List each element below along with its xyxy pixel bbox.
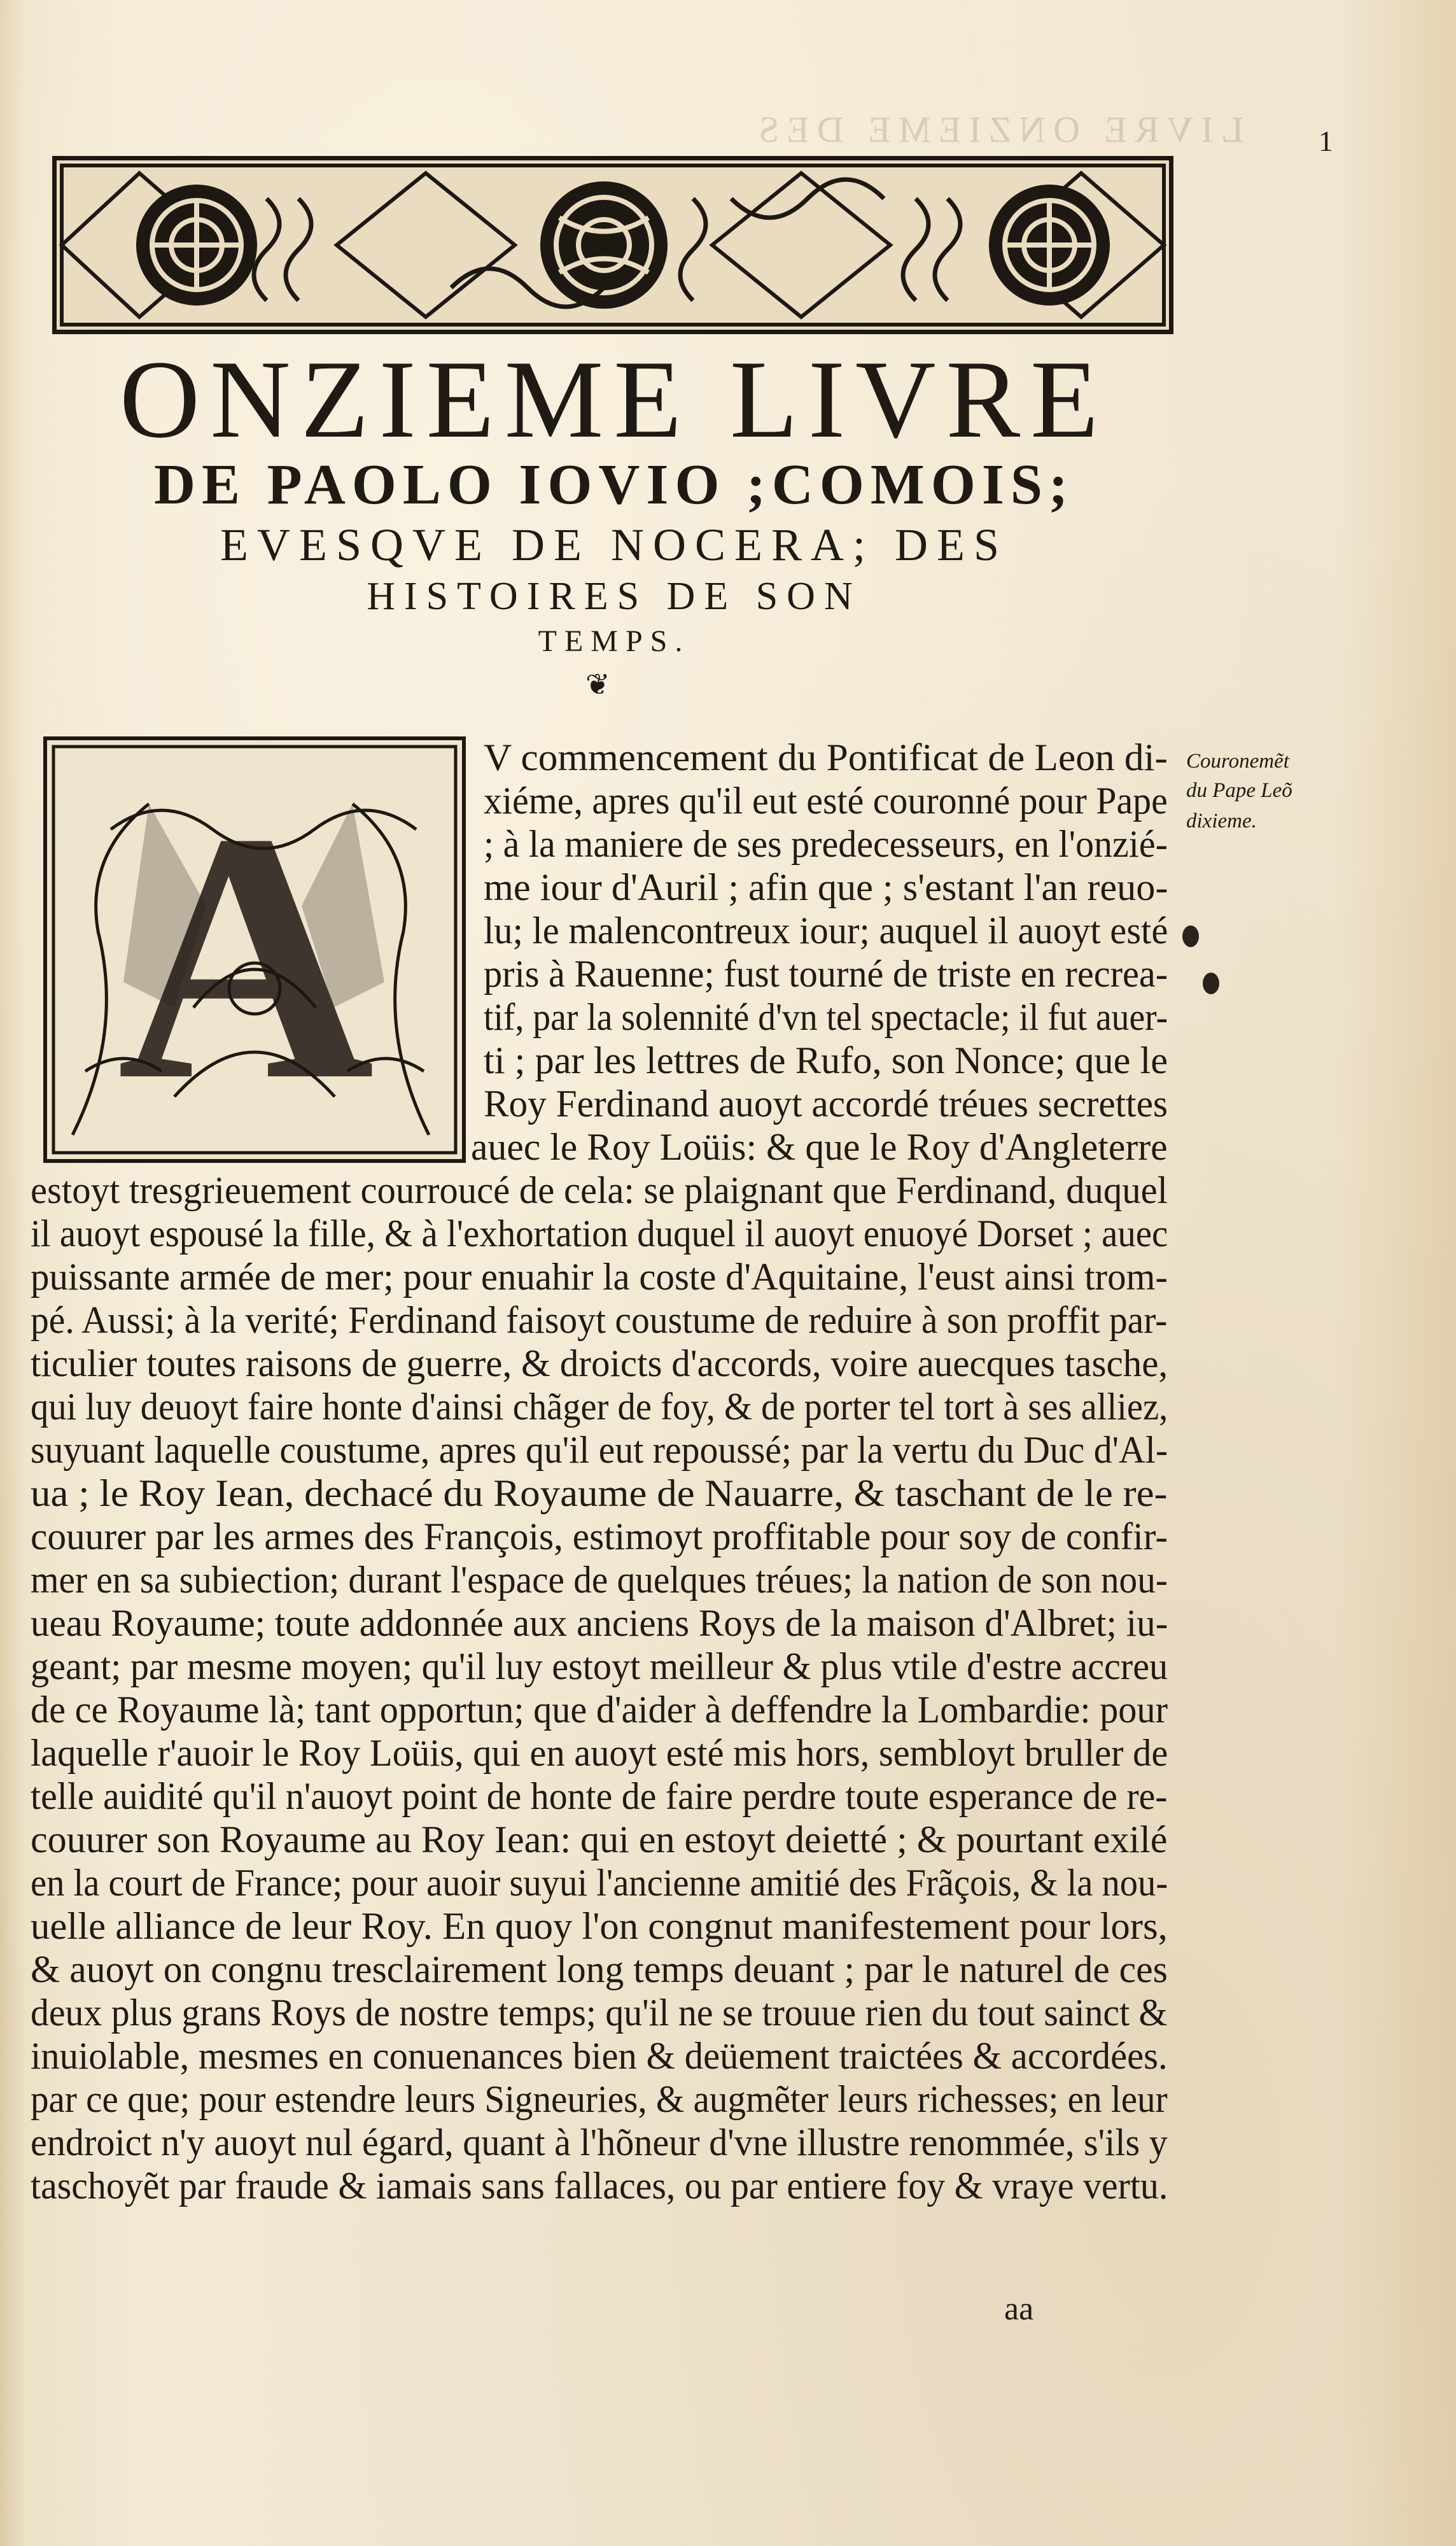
text-line: telle auidité qu'il n'auoyt point de honte de faire perdre toute esperance de re- [31, 1775, 1168, 1817]
text-line: ueau Royaume; toute addonnée aux anciens Roys de la maison d'Albret; iu- [31, 1602, 1168, 1644]
ink-blot [1182, 925, 1199, 947]
text-line: par ce que; pour estendre leurs Signeuries, & augmẽter leurs richesses; en leur [31, 2078, 1168, 2120]
text-line: endroict n'y auoyt nul égard, quant à l'hõneur d'vne illustre renommée, s'ils y [31, 2121, 1168, 2163]
text-line: pé. Aussi; à la verité; Ferdinand faisoyt coustume de reduire à son proffit par- [31, 1299, 1168, 1341]
text-line: V commencement du Pontificat de Leon di- [484, 736, 1168, 778]
text-line: mer en sa subiection; durant l'espace de quelques tréues; la nation de son nou- [31, 1559, 1168, 1601]
chapter-subtitle-line-2: EVESQVE DE NOCERA; DES [220, 519, 1008, 570]
text-line: auec le Roy Loüis: & que le Roy d'Angleterre [471, 1126, 1168, 1168]
text-line: Roy Ferdinand auoyt accordé tréues secrettes [484, 1083, 1168, 1125]
text-line: puissante armée de mer; pour enuahir la coste d'Aquitaine, l'eust ainsi trom- [31, 1256, 1168, 1298]
chapter-subtitle-line-4: TEMPS. [538, 624, 690, 658]
chapter-subtitle-line-3: HISTOIRES DE SON [367, 575, 862, 618]
ink-blot [1203, 973, 1219, 994]
text-line: lu; le malencontreux iour; auquel il auoyt esté [484, 910, 1168, 952]
text-line: en la court de France; pour auoir suyui l'ancienne amitié des Frãçois, & la nou- [31, 1862, 1168, 1904]
text-line: suyuant laquelle coustume, apres qu'il eut repoussé; par la vertu du Duc d'Al- [31, 1429, 1168, 1471]
text-line: estoyt tresgrieuement courroucé de cela: se plaignant que Ferdinand, duquel [31, 1169, 1168, 1211]
text-line: couurer par les armes des François, estimoyt proffitable pour soy de confir- [31, 1516, 1168, 1558]
show-through-text: LIVRE ONZIEME DES [751, 109, 1244, 150]
margin-note-line: Couronemẽt [1186, 750, 1289, 773]
text-line: xiéme, apres qu'il eut esté couronné pour Pape [484, 780, 1168, 822]
chapter-title: ONZIEME LIVRE [119, 337, 1109, 461]
ornamental-headpiece [52, 156, 1173, 334]
text-line: ua ; le Roy Iean, dechacé du Royaume de Nauarre, & taschant de le re- [31, 1472, 1168, 1514]
text-line: il auoyt espousé la fille, & à l'exhortation duquel il auoyt enuoyé Dorset ; auec [31, 1213, 1168, 1255]
text-line: & auoyt on congnu tresclairement long temps deuant ; par le naturel de ces [31, 1948, 1168, 1990]
text-line: geant; par mesme moyen; qu'il luy estoyt meilleur & plus vtile d'estre accreu [31, 1645, 1168, 1687]
margin-note-line: dixieme. [1186, 810, 1257, 833]
chapter-subtitle-line-1: DE PAOLO IOVIO ;COMOIS; [154, 453, 1074, 516]
margin-note-line: du Pape Leõ [1186, 779, 1292, 802]
text-line: qui luy deuoyt faire honte d'ainsi chãger de foy, & de porter tel tort à ses alliez, [31, 1386, 1168, 1428]
text-line: pris à Rauenne; fust tourné de triste en recrea- [484, 953, 1168, 995]
text-line: tif, par la solennité d'vn tel spectacle; il fut auer- [484, 996, 1168, 1038]
text-line: taschoyẽt par fraude & iamais sans fallaces, ou par entiere foy & vraye vertu. [31, 2165, 1168, 2207]
fleuron-icon: ❦ [585, 668, 610, 701]
initial-letter: A [117, 759, 375, 1154]
text-line: couurer son Royaume au Roy Iean: qui en estoyt deietté ; & pourtant exilé [31, 1818, 1168, 1860]
page-number: 1 [1319, 125, 1333, 157]
text-line: laquelle r'auoir le Roy Loüis, qui en auoyt esté mis hors, sembloyt bruller de [31, 1732, 1168, 1774]
text-line: ti ; par les lettres de Rufo, son Nonce; que le [484, 1039, 1168, 1081]
text-line: inuiolable, mesmes en conuenances bien & deüement traictées & accordées. [31, 2035, 1168, 2077]
text-line: ; à la maniere de ses predecesseurs, en l'onzié- [484, 823, 1168, 865]
signature-mark: aa [1004, 2291, 1034, 2327]
decorated-initial [43, 736, 466, 1163]
text-line: de ce Royaume là; tant opportun; que d'aider à deffendre la Lombardie: pour [31, 1689, 1168, 1731]
text-line: me iour d'Auril ; afin que ; s'estant l'an reuo- [484, 866, 1168, 908]
headpiece-ornament-icon [57, 160, 1169, 330]
text-line: uelle alliance de leur Roy. En quoy l'on congnut manifestement pour lors, [31, 1905, 1168, 1947]
text-line: ticulier toutes raisons de guerre, & droicts d'accords, voire auecques tasche, [31, 1342, 1168, 1384]
text-line: deux plus grans Roys de nostre temps; qu'il ne se trouue rien du tout sainct & [31, 1992, 1168, 2034]
